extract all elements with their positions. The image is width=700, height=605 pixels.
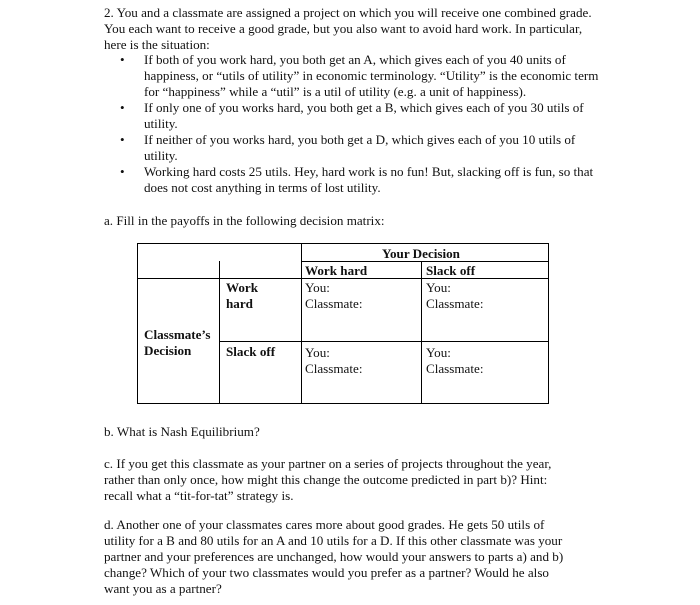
classmate-decision-header: Classmate’s [144,327,211,342]
classmate-decision-header: Decision [144,343,192,358]
cell-you-label: You: [305,345,330,360]
matrix-divider [219,341,548,342]
bullet-icon: • [120,52,125,67]
bullet-text: If both of you work hard, you both get an A, which gives each of you 40 units of happiness, or “utils of utility” in economic terminology. “Utility” is the economic term for “happiness” while a “util” is a util of utility (e.g. a unit of happiness). [144,52,599,99]
list-item [104,100,604,132]
bullet-text: If neither of you works hard, you both get a D, which gives each of you 10 utils of utility. [144,132,576,163]
matrix-divider [301,244,302,403]
part-a-text: a. Fill in the payoffs in the following decision matrix: [104,213,385,228]
cell-you-label: You: [426,280,451,295]
bullet-text: Working hard costs 25 utils. Hey, hard work is no fun! But, slacking off is fun, so that does not cost anything in terms of lost utility. [144,164,594,195]
bullet-icon: • [120,132,125,147]
list-item [104,132,604,164]
bullet-icon: • [120,100,125,115]
part-d-text: d. Another one of your classmates cares more about good grades. He gets 50 utils of utility for a B and 80 utils for an A and 10 utils for a D. If this other classmate was your partner and your preferences are unchanged, how would your answers to parts a) and b) change? Which of your two classmates would you prefer as a partner? Would he also want you as a partner? [104,517,564,596]
col-header-work-hard: Work hard [305,263,368,278]
cell-classmate-label: Classmate: [305,361,363,376]
bullet-list [104,52,604,196]
decision-matrix [137,243,549,404]
matrix-divider [421,261,422,403]
part-c-text: c. If you get this classmate as your partner on a series of projects throughout the year, rather than only once, how might this change the outcome predicted in part b)? Hint: recall what a “tit-for-tat” strategy is. [104,456,552,503]
cell-you-label: You: [426,345,451,360]
row-header-work-hard: Work [226,280,259,295]
part-b-text: b. What is Nash Equilibrium? [104,424,260,439]
cell-you-label: You: [305,280,330,295]
list-item [104,164,604,196]
row-header-work-hard: hard [226,296,253,311]
cell-classmate-label: Classmate: [426,296,484,311]
bullet-icon: • [120,164,125,179]
col-header-slack-off: Slack off [426,263,476,278]
your-decision-header: Your Decision [382,246,460,261]
question-intro: 2. You and a classmate are assigned a project on which you will receive one combined grade. You each want to receive a good grade, but you also want to avoid hard work. In particular, here is the situation: [104,5,592,52]
list-item [104,52,604,100]
bullet-text: If only one of you works hard, you both get a B, which gives each of you 30 utils of utility. [144,100,584,131]
row-header-slack-off: Slack off [226,344,276,359]
matrix-divider [219,261,220,403]
cell-classmate-label: Classmate: [426,361,484,376]
cell-classmate-label: Classmate: [305,296,363,311]
